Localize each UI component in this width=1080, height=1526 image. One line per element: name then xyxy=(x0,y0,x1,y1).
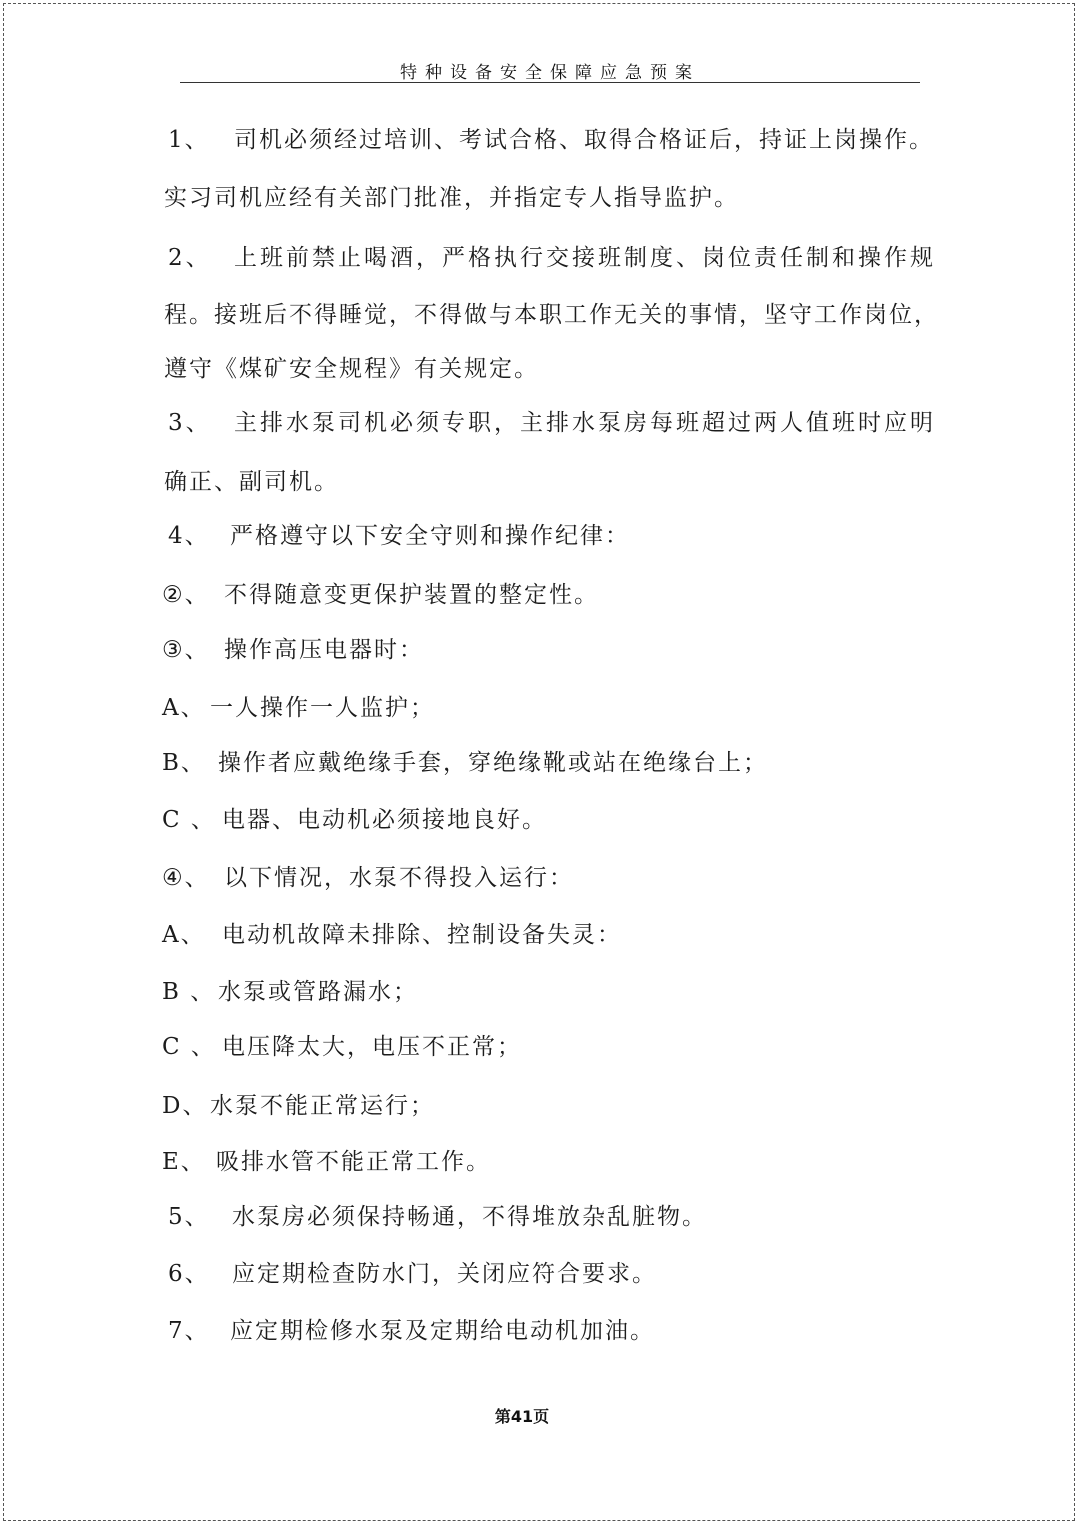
paragraph-6-line xyxy=(168,1259,657,1289)
sub-item-4b-text: 水泵或管路漏水； xyxy=(218,979,418,1005)
paragraph-1-line xyxy=(168,125,934,155)
paragraph-1-text: 司机必须经过培训、考试合格、取得合格证后，持证上岗操作。 xyxy=(234,127,934,153)
sub-item-4d xyxy=(162,1091,435,1121)
paragraph-3-number: 3、 xyxy=(168,410,212,436)
paragraph-4-number: 4、 xyxy=(168,523,210,549)
paragraph-3-continuation: 确正、副司机。 xyxy=(164,469,339,495)
sub-item-3-text: 操作高压电器时： xyxy=(224,637,424,663)
paragraph-1-number: 1、 xyxy=(168,127,210,153)
sub-item-4-number: ④、 xyxy=(162,865,210,891)
sub-item-3b-number: B、 xyxy=(162,750,206,776)
paragraph-2-line xyxy=(168,243,936,273)
sub-item-2-number: ②、 xyxy=(162,582,210,608)
sub-item-4c-text: 电压降太大，电压不正常； xyxy=(222,1034,522,1060)
paragraph-2-number: 2、 xyxy=(168,245,212,271)
sub-item-3 xyxy=(162,635,424,665)
sub-item-3b-text: 操作者应戴绝缘手套，穿绝缘靴或站在绝缘台上； xyxy=(218,750,768,776)
sub-item-4e-number: E、 xyxy=(162,1149,206,1175)
sub-item-3a-text: 一人操作一人监护； xyxy=(210,695,435,721)
sub-item-3c xyxy=(162,805,547,835)
paragraph-3-line xyxy=(168,408,936,438)
sub-item-3b xyxy=(162,748,768,778)
sub-item-3c-number: C 、 xyxy=(162,807,216,833)
page-number: 第41页 xyxy=(494,1407,550,1426)
document-header-title: 特种设备安全保障应急预案 xyxy=(400,63,700,83)
sub-item-4a xyxy=(162,920,622,950)
sub-item-4c xyxy=(162,1032,522,1062)
sub-item-3a-number: A、 xyxy=(162,695,206,721)
paragraph-7-number: 7、 xyxy=(168,1318,210,1344)
sub-item-4b xyxy=(162,977,418,1007)
paragraph-3-text: 主排水泵司机必须专职，主排水泵房每班超过两人值班时应明 xyxy=(234,410,936,436)
sub-item-2 xyxy=(162,580,599,610)
sub-item-3-number: ③、 xyxy=(162,637,210,663)
sub-item-4d-number: D、 xyxy=(162,1093,208,1119)
paragraph-7-line xyxy=(168,1316,655,1346)
sub-item-4d-text: 水泵不能正常运行； xyxy=(210,1093,435,1119)
sub-item-3c-text: 电器、电动机必须接地良好。 xyxy=(222,807,547,833)
paragraph-5-text: 水泵房必须保持畅通，不得堆放杂乱脏物。 xyxy=(232,1204,707,1230)
paragraph-2-continuation-1: 程。接班后不得睡觉，不得做与本职工作无关的事情，坚守工作岗位， xyxy=(164,302,939,328)
paragraph-7-text: 应定期检修水泵及定期给电动机加油。 xyxy=(230,1318,655,1344)
paragraph-5-number: 5、 xyxy=(168,1204,210,1230)
paragraph-6-text: 应定期检查防水门，关闭应符合要求。 xyxy=(232,1261,657,1287)
paragraph-2-text: 上班前禁止喝酒，严格执行交接班制度、岗位责任制和操作规 xyxy=(234,245,936,271)
sub-item-4c-number: C 、 xyxy=(162,1034,216,1060)
sub-item-4e-text: 吸排水管不能正常工作。 xyxy=(216,1149,491,1175)
sub-item-4 xyxy=(162,863,574,893)
paragraph-5-line xyxy=(168,1202,707,1232)
sub-item-4a-number: A、 xyxy=(162,922,206,948)
paragraph-4-line xyxy=(168,521,630,551)
sub-item-3a xyxy=(162,693,435,723)
paragraph-1-continuation: 实习司机应经有关部门批准，并指定专人指导监护。 xyxy=(164,185,739,211)
sub-item-2-text: 不得随意变更保护装置的整定性。 xyxy=(224,582,599,608)
sub-item-4b-number: B 、 xyxy=(162,979,216,1005)
paragraph-4-text: 严格遵守以下安全守则和操作纪律： xyxy=(230,523,630,549)
paragraph-2-continuation-2: 遵守《煤矿安全规程》有关规定。 xyxy=(164,356,539,382)
paragraph-6-number: 6、 xyxy=(168,1261,210,1287)
sub-item-4a-text: 电动机故障未排除、控制设备失灵： xyxy=(222,922,622,948)
header-divider xyxy=(180,82,920,83)
sub-item-4-text: 以下情况，水泵不得投入运行： xyxy=(224,865,574,891)
sub-item-4e xyxy=(162,1147,491,1177)
